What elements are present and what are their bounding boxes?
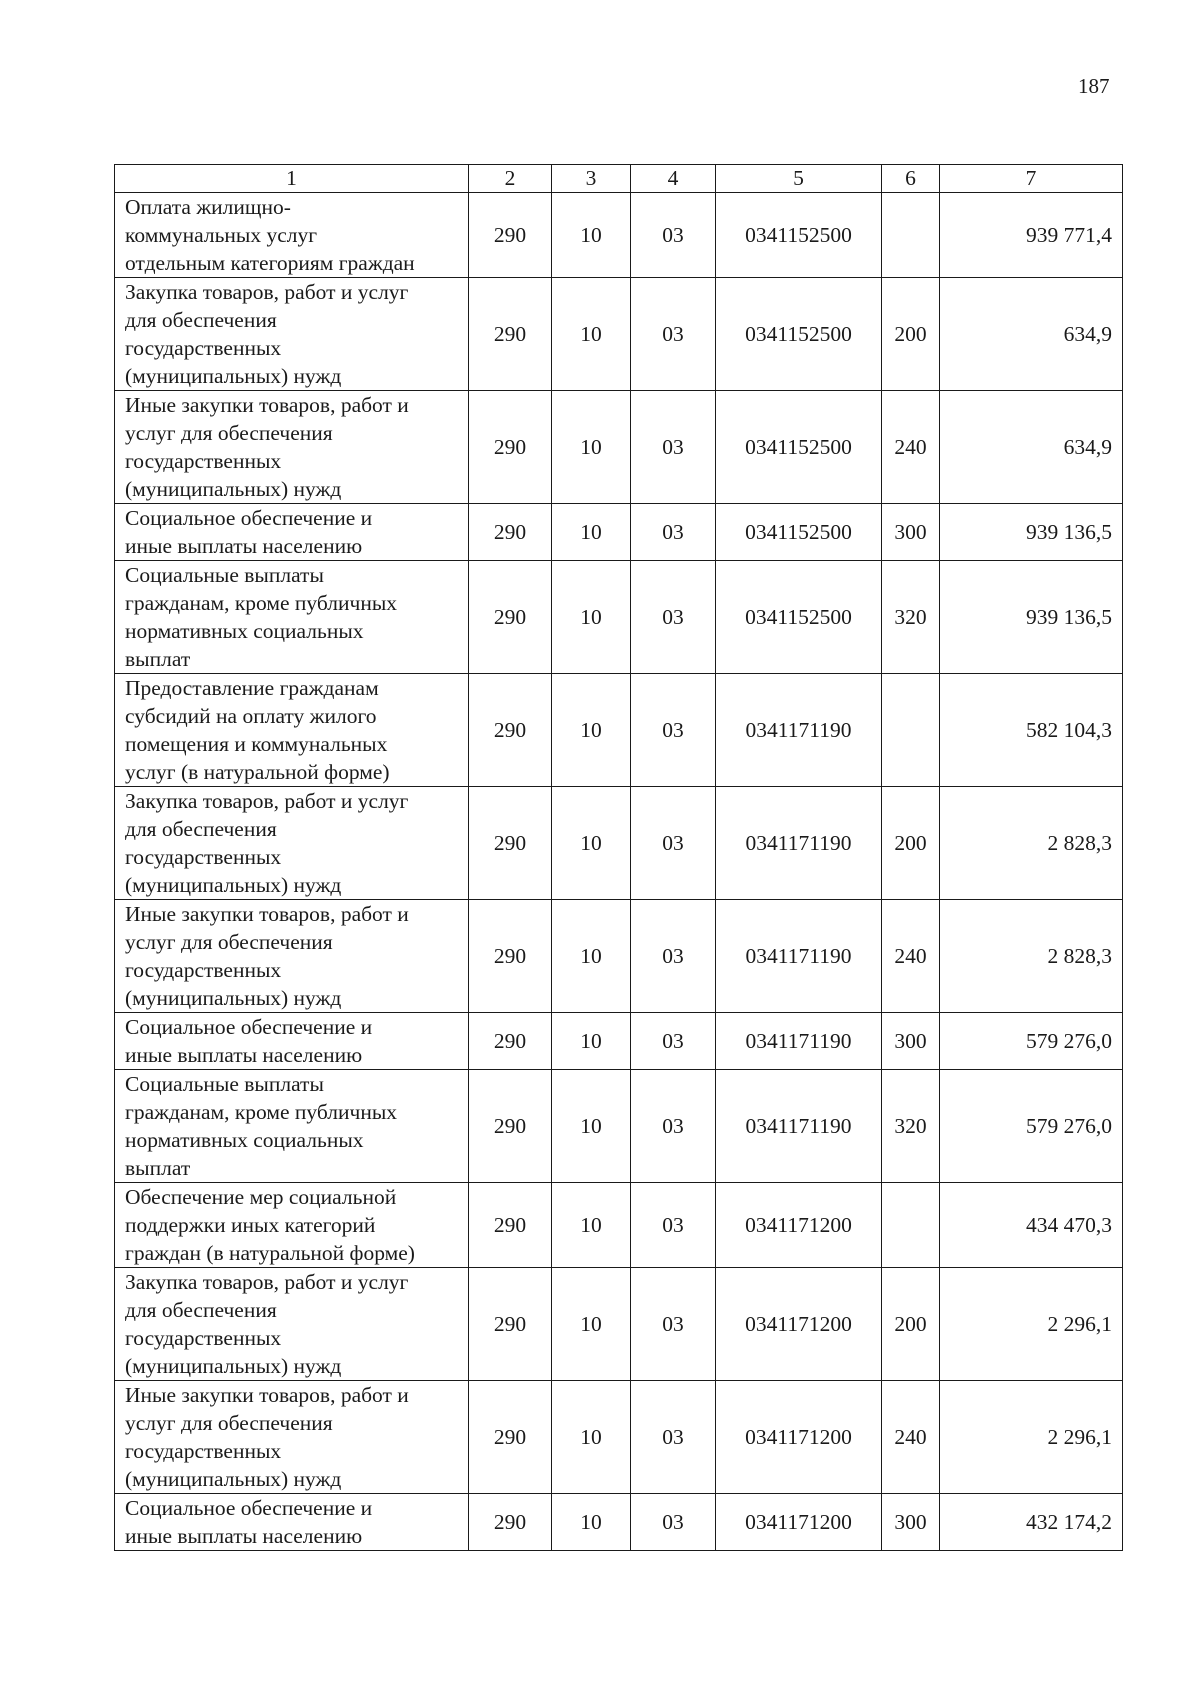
item-name-line: (муниципальных) нужд <box>125 873 342 897</box>
item-name-line: Социальные выплаты <box>125 563 324 587</box>
cell-expense-type: 300 <box>882 504 940 561</box>
table-body <box>115 165 1123 1551</box>
cell-target-article: 0341152500 <box>716 278 882 391</box>
cell-target-article: 0341171190 <box>716 900 882 1013</box>
cell-subsection-code: 03 <box>631 900 716 1013</box>
cell-target-article: 0341152500 <box>716 561 882 674</box>
cell-subsection-code: 03 <box>631 1381 716 1494</box>
item-name-line: коммунальных услуг <box>125 223 318 247</box>
cell-subsection-code: 03 <box>631 193 716 278</box>
cell-expense-type: 320 <box>882 561 940 674</box>
cell-section-code: 290 <box>469 1494 552 1551</box>
column-number: 1 <box>115 165 469 193</box>
item-name-line: для обеспечения <box>125 308 277 332</box>
cell-subsection-code: 03 <box>631 391 716 504</box>
table-row <box>115 1070 1123 1183</box>
item-name-line: государственных <box>125 449 282 473</box>
cell-amount: 579 276,0 <box>940 1070 1123 1183</box>
cell-target-article: 0341152500 <box>716 391 882 504</box>
cell-section-code: 290 <box>469 504 552 561</box>
cell-subsection-code: 03 <box>631 1013 716 1070</box>
table-row <box>115 504 1123 561</box>
cell-chapter-code: 10 <box>552 391 631 504</box>
item-name-line: для обеспечения <box>125 1298 277 1322</box>
item-name-line: нормативных социальных <box>125 619 364 643</box>
column-number: 6 <box>882 165 940 193</box>
cell-amount: 2 296,1 <box>940 1381 1123 1494</box>
cell-item-name <box>115 787 469 900</box>
cell-target-article: 0341171190 <box>716 674 882 787</box>
cell-expense-type: 300 <box>882 1013 940 1070</box>
item-name-line: Социальное обеспечение и <box>125 1496 373 1520</box>
cell-section-code: 290 <box>469 787 552 900</box>
cell-target-article: 0341171190 <box>716 1013 882 1070</box>
cell-section-code: 290 <box>469 278 552 391</box>
cell-expense-type: 320 <box>882 1070 940 1183</box>
cell-expense-type: 300 <box>882 1494 940 1551</box>
table-row <box>115 787 1123 900</box>
cell-item-name <box>115 278 469 391</box>
table-row <box>115 278 1123 391</box>
column-number: 5 <box>716 165 882 193</box>
item-name-line: Социальное обеспечение и <box>125 506 373 530</box>
item-name-line: гражданам, кроме публичных <box>125 591 398 615</box>
cell-section-code: 290 <box>469 1268 552 1381</box>
item-name-line: услуг для обеспечения <box>125 1411 333 1435</box>
cell-chapter-code: 10 <box>552 900 631 1013</box>
cell-expense-type <box>882 193 940 278</box>
cell-section-code: 290 <box>469 561 552 674</box>
cell-subsection-code: 03 <box>631 278 716 391</box>
cell-section-code: 290 <box>469 900 552 1013</box>
table-row <box>115 1494 1123 1551</box>
column-number: 3 <box>552 165 631 193</box>
cell-target-article: 0341152500 <box>716 504 882 561</box>
cell-expense-type: 240 <box>882 391 940 504</box>
table-row <box>115 900 1123 1013</box>
item-name-line: выплат <box>125 647 191 671</box>
cell-expense-type: 200 <box>882 278 940 391</box>
table-row <box>115 1183 1123 1268</box>
item-name-line: услуг (в натуральной форме) <box>125 760 390 784</box>
table-row <box>115 561 1123 674</box>
cell-section-code: 290 <box>469 1013 552 1070</box>
cell-target-article: 0341171200 <box>716 1268 882 1381</box>
column-number: 4 <box>631 165 716 193</box>
item-name-line: иные выплаты населению <box>125 1524 363 1548</box>
item-name-line: Закупка товаров, работ и услуг <box>125 1270 409 1294</box>
cell-item-name <box>115 391 469 504</box>
cell-chapter-code: 10 <box>552 1183 631 1268</box>
table-row <box>115 1381 1123 1494</box>
cell-chapter-code: 10 <box>552 1013 631 1070</box>
cell-amount: 579 276,0 <box>940 1013 1123 1070</box>
cell-item-name <box>115 1494 469 1551</box>
cell-chapter-code: 10 <box>552 1070 631 1183</box>
cell-chapter-code: 10 <box>552 561 631 674</box>
item-name-line: иные выплаты населению <box>125 1043 363 1067</box>
cell-item-name <box>115 1268 469 1381</box>
cell-item-name <box>115 561 469 674</box>
item-name-line: (муниципальных) нужд <box>125 364 342 388</box>
cell-section-code: 290 <box>469 1183 552 1268</box>
cell-subsection-code: 03 <box>631 1268 716 1381</box>
item-name-line: Закупка товаров, работ и услуг <box>125 280 409 304</box>
cell-subsection-code: 03 <box>631 674 716 787</box>
cell-subsection-code: 03 <box>631 1183 716 1268</box>
cell-amount: 634,9 <box>940 278 1123 391</box>
cell-chapter-code: 10 <box>552 1494 631 1551</box>
page-number: 187 <box>1078 74 1110 98</box>
item-name-line: Иные закупки товаров, работ и <box>125 902 409 926</box>
item-name-line: Иные закупки товаров, работ и <box>125 1383 409 1407</box>
cell-amount: 939 136,5 <box>940 561 1123 674</box>
item-name-line: Обеспечение мер социальной <box>125 1185 397 1209</box>
column-number: 2 <box>469 165 552 193</box>
table-row <box>115 1268 1123 1381</box>
cell-item-name <box>115 1183 469 1268</box>
item-name-line: государственных <box>125 845 282 869</box>
cell-target-article: 0341171200 <box>716 1381 882 1494</box>
cell-amount: 2 296,1 <box>940 1268 1123 1381</box>
cell-section-code: 290 <box>469 674 552 787</box>
item-name-line: иные выплаты населению <box>125 534 363 558</box>
cell-chapter-code: 10 <box>552 674 631 787</box>
cell-section-code: 290 <box>469 1381 552 1494</box>
item-name-line: Социальное обеспечение и <box>125 1015 373 1039</box>
cell-amount: 434 470,3 <box>940 1183 1123 1268</box>
cell-target-article: 0341171190 <box>716 1070 882 1183</box>
cell-amount: 2 828,3 <box>940 900 1123 1013</box>
cell-expense-type <box>882 1183 940 1268</box>
cell-chapter-code: 10 <box>552 278 631 391</box>
item-name-line: субсидий на оплату жилого <box>125 704 377 728</box>
cell-subsection-code: 03 <box>631 504 716 561</box>
cell-chapter-code: 10 <box>552 1268 631 1381</box>
cell-item-name <box>115 674 469 787</box>
item-name-line: государственных <box>125 1326 282 1350</box>
item-name-line: услуг для обеспечения <box>125 421 333 445</box>
cell-item-name <box>115 1070 469 1183</box>
item-name-line: отдельным категориям граждан <box>125 251 415 275</box>
cell-section-code: 290 <box>469 391 552 504</box>
table-row <box>115 674 1123 787</box>
cell-expense-type: 200 <box>882 787 940 900</box>
cell-item-name <box>115 900 469 1013</box>
item-name-line: Предоставление гражданам <box>125 676 379 700</box>
cell-amount: 582 104,3 <box>940 674 1123 787</box>
column-number-row <box>115 165 1123 193</box>
cell-amount: 939 771,4 <box>940 193 1123 278</box>
cell-section-code: 290 <box>469 1070 552 1183</box>
cell-section-code: 290 <box>469 193 552 278</box>
cell-chapter-code: 10 <box>552 1381 631 1494</box>
cell-amount: 634,9 <box>940 391 1123 504</box>
cell-subsection-code: 03 <box>631 1070 716 1183</box>
item-name-line: для обеспечения <box>125 817 277 841</box>
cell-amount: 2 828,3 <box>940 787 1123 900</box>
cell-chapter-code: 10 <box>552 193 631 278</box>
item-name-line: государственных <box>125 958 282 982</box>
item-name-line: нормативных социальных <box>125 1128 364 1152</box>
item-name-line: (муниципальных) нужд <box>125 477 342 501</box>
cell-chapter-code: 10 <box>552 504 631 561</box>
cell-item-name <box>115 1013 469 1070</box>
item-name-line: помещения и коммунальных <box>125 732 388 756</box>
item-name-line: выплат <box>125 1156 191 1180</box>
item-name-line: услуг для обеспечения <box>125 930 333 954</box>
cell-expense-type <box>882 674 940 787</box>
item-name-line: Социальные выплаты <box>125 1072 324 1096</box>
item-name-line: государственных <box>125 336 282 360</box>
item-name-line: гражданам, кроме публичных <box>125 1100 398 1124</box>
cell-amount: 432 174,2 <box>940 1494 1123 1551</box>
table-row <box>115 391 1123 504</box>
item-name-line: Закупка товаров, работ и услуг <box>125 789 409 813</box>
item-name-line: граждан (в натуральной форме) <box>125 1241 415 1265</box>
item-name-line: (муниципальных) нужд <box>125 1467 342 1491</box>
cell-expense-type: 240 <box>882 900 940 1013</box>
cell-amount: 939 136,5 <box>940 504 1123 561</box>
item-name-line: государственных <box>125 1439 282 1463</box>
cell-target-article: 0341152500 <box>716 193 882 278</box>
item-name-line: поддержки иных категорий <box>125 1213 376 1237</box>
cell-subsection-code: 03 <box>631 787 716 900</box>
cell-subsection-code: 03 <box>631 561 716 674</box>
cell-chapter-code: 10 <box>552 787 631 900</box>
item-name-line: (муниципальных) нужд <box>125 986 342 1010</box>
cell-target-article: 0341171200 <box>716 1183 882 1268</box>
cell-target-article: 0341171200 <box>716 1494 882 1551</box>
cell-target-article: 0341171190 <box>716 787 882 900</box>
item-name-line: Оплата жилищно- <box>125 195 291 219</box>
table-row <box>115 193 1123 278</box>
cell-item-name <box>115 504 469 561</box>
cell-subsection-code: 03 <box>631 1494 716 1551</box>
item-name-line: (муниципальных) нужд <box>125 1354 342 1378</box>
item-name-line: Иные закупки товаров, работ и <box>125 393 409 417</box>
cell-item-name <box>115 193 469 278</box>
cell-expense-type: 240 <box>882 1381 940 1494</box>
cell-expense-type: 200 <box>882 1268 940 1381</box>
column-number: 7 <box>940 165 1123 193</box>
table-row <box>115 1013 1123 1070</box>
budget-table <box>114 164 1123 1551</box>
cell-item-name <box>115 1381 469 1494</box>
